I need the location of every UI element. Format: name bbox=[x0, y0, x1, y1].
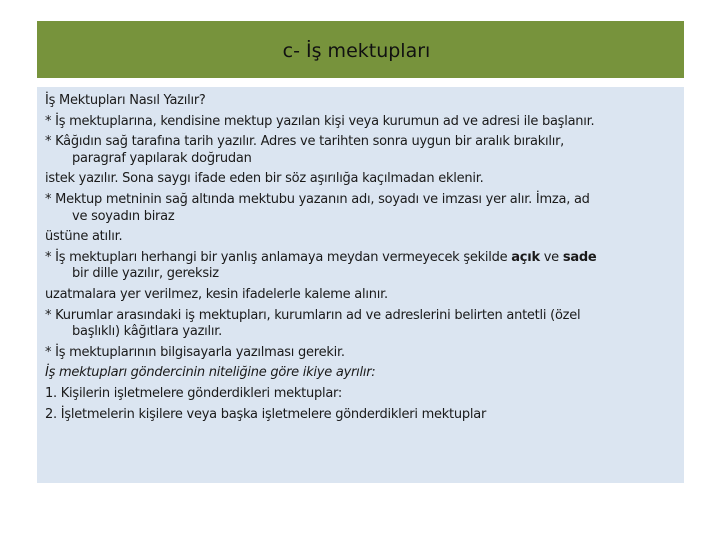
content-line: * Kurumlar arasındaki iş mektupları, kurumların ad ve adreslerini belirten antetli (özel bbox=[45, 307, 581, 323]
content-box bbox=[37, 87, 684, 483]
bold-word: açık bbox=[511, 249, 540, 265]
content-line: ve soyadın biraz bbox=[72, 208, 175, 224]
content-line: 2. İşletmelerin kişilere veya başka işletmelere gönderdikleri mektuplar bbox=[45, 406, 487, 422]
content-text: * İş mektupları herhangi bir yanlış anlamaya meydan vermeyecek şekilde bbox=[45, 249, 512, 265]
content-text: ve bbox=[539, 249, 563, 265]
content-line: uzatmalara yer verilmez, kesin ifadelerle kaleme alınır. bbox=[45, 286, 388, 302]
content-line bbox=[45, 250, 678, 267]
content-line: bir dille yazılır, gereksiz bbox=[72, 266, 219, 282]
content-line: 1. Kişilerin işletmelere gönderdikleri mektuplar: bbox=[45, 385, 343, 401]
content-line: başlıklı) kâğıtlara yazılır. bbox=[72, 324, 223, 340]
content-line: üstüne atılır. bbox=[45, 229, 123, 245]
content-line: istek yazılır. Sona saygı ifade eden bir söz aşırılığa kaçılmadan eklenir. bbox=[45, 171, 484, 187]
content-line: * İş mektuplarına, kendisine mektup yazılan kişi veya kurumun ad ve adresi ile başlanır. bbox=[45, 113, 595, 129]
content-line: paragraf yapılarak doğrudan bbox=[72, 150, 252, 166]
bold-word: sade bbox=[562, 249, 597, 265]
title-bar bbox=[37, 21, 684, 78]
slide-title: c- İş mektupları bbox=[282, 39, 431, 62]
content-subheading: İş mektupları göndercinin niteliğine göre ikiye ayrılır: bbox=[45, 365, 376, 381]
content-line: * Kâğıdın sağ tarafına tarih yazılır. Adres ve tarihten sonra uygun bir aralık bırakılır, bbox=[45, 134, 565, 150]
content-line: * İş mektuplarının bilgisayarla yazılması gerekir. bbox=[45, 344, 345, 360]
content-heading: İş Mektupları Nasıl Yazılır? bbox=[45, 93, 206, 108]
content-line: * Mektup metninin sağ altında mektubu yazanın adı, soyadı ve imzası yer alır. İmza, ad bbox=[45, 191, 590, 207]
